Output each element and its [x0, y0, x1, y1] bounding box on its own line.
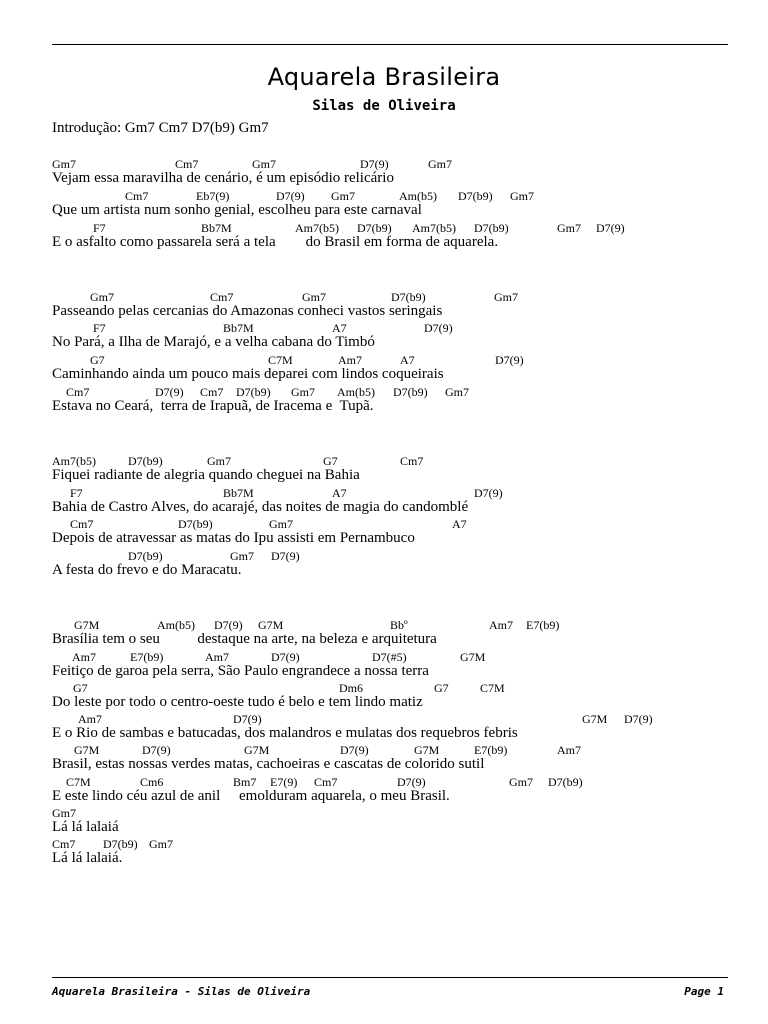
chord: D7(9) [397, 775, 426, 789]
footer-rule [52, 977, 728, 978]
chord: F7 [93, 321, 106, 335]
chord: D7(#5) [372, 650, 407, 664]
chord: Gm7 [445, 385, 469, 399]
chord: Gm7 [252, 157, 276, 171]
song-line [0, 157, 768, 189]
chord: A7 [332, 321, 347, 335]
chord: G7M [74, 743, 100, 757]
chord: Cm7 [52, 837, 76, 851]
chord: Bbº [390, 618, 408, 632]
chord: Cm7 [314, 775, 338, 789]
song-line [0, 353, 768, 385]
chord: Cm7 [66, 385, 90, 399]
chord: G7M [460, 650, 486, 664]
chord: Gm7 [428, 157, 452, 171]
lyric-line: No Pará, a Ilha de Marajó, e a velha cabana do Timbó [52, 334, 375, 350]
chord: Gm7 [509, 775, 533, 789]
chord: Am7 [205, 650, 229, 664]
chord: Bb7M [223, 486, 254, 500]
song-line [0, 618, 768, 650]
chord: D7(b9) [474, 221, 509, 235]
chord: Cm7 [210, 290, 234, 304]
lyric-line: Brasília tem o seu destaque na arte, na beleza e arquitetura [52, 631, 437, 647]
song-line [0, 712, 768, 744]
chord: G7M [258, 618, 284, 632]
chord: Am7 [72, 650, 96, 664]
lyric-line: E o Rio de sambas e batucadas, dos malandros e mulatas dos requebros febris [52, 725, 518, 741]
lyric-line: Do leste por todo o centro-oeste tudo é belo e tem lindo matiz [52, 694, 423, 710]
chord: G7M [74, 618, 100, 632]
chord: D7(9) [340, 743, 369, 757]
chord: A7 [452, 517, 467, 531]
chord: D7(b9) [103, 837, 138, 851]
chord: D7(9) [155, 385, 184, 399]
song-title: Aquarela Brasileira [267, 63, 501, 91]
header-rule [52, 44, 728, 45]
chord: Gm7 [331, 189, 355, 203]
song-line [0, 681, 768, 713]
chord: A7 [332, 486, 347, 500]
chord: D7(b9) [391, 290, 426, 304]
chord: Am7 [489, 618, 513, 632]
chord: D7(9) [474, 486, 503, 500]
chord: Am(b5) [399, 189, 437, 203]
chord: D7(9) [596, 221, 625, 235]
chord: Bb7M [201, 221, 232, 235]
song-line [0, 806, 768, 838]
song-author: Silas de Oliveira [312, 98, 456, 114]
chord: Cm7 [200, 385, 224, 399]
chord: G7M [582, 712, 608, 726]
song-line [0, 743, 768, 775]
chord: Gm7 [494, 290, 518, 304]
chord: F7 [93, 221, 106, 235]
song-line [0, 221, 768, 253]
chord: Am7(b5) [295, 221, 339, 235]
chord: Am7 [557, 743, 581, 757]
chord: Gm7 [269, 517, 293, 531]
lyric-line: Lá lá lalaiá [52, 819, 119, 835]
chord: D7(b9) [548, 775, 583, 789]
chord: D7(9) [233, 712, 262, 726]
chord: Gm7 [52, 806, 76, 820]
lyric-line: Lá lá lalaiá. [52, 850, 123, 866]
chord: D7(b9) [236, 385, 271, 399]
chord: D7(9) [271, 549, 300, 563]
chord: D7(b9) [393, 385, 428, 399]
lyric-line: Fiquei radiante de alegria quando cheguei na Bahia [52, 467, 360, 483]
song-line [0, 290, 768, 322]
chord: D7(9) [424, 321, 453, 335]
chord: Gm7 [207, 454, 231, 468]
chord: D7(b9) [178, 517, 213, 531]
chord: A7 [400, 353, 415, 367]
chord: F7 [70, 486, 83, 500]
chord: Am7 [78, 712, 102, 726]
chord: G7 [73, 681, 88, 695]
chord: E7(b9) [526, 618, 560, 632]
chord: Gm7 [90, 290, 114, 304]
chord: D7(b9) [128, 549, 163, 563]
song-line [0, 486, 768, 518]
chord: Bb7M [223, 321, 254, 335]
chord: Gm7 [52, 157, 76, 171]
chord: D7(b9) [458, 189, 493, 203]
chord: C7M [268, 353, 293, 367]
song-line [0, 775, 768, 807]
chord: Gm7 [557, 221, 581, 235]
lyric-line: Vejam essa maravilha de cenário, é um episódio relicário [52, 170, 394, 186]
chord: G7 [434, 681, 449, 695]
chord: D7(9) [142, 743, 171, 757]
chord: D7(9) [214, 618, 243, 632]
lyric-line: Caminhando ainda um pouco mais deparei com lindos coqueirais [52, 366, 444, 382]
lyric-line: Que um artista num sonho genial, escolheu para este carnaval [52, 202, 422, 218]
chord: Am(b5) [157, 618, 195, 632]
chord: D7(b9) [128, 454, 163, 468]
chord: D7(b9) [357, 221, 392, 235]
chord: D7(9) [360, 157, 389, 171]
chord: G7 [323, 454, 338, 468]
chord: Cm7 [70, 517, 94, 531]
chord: Am(b5) [337, 385, 375, 399]
chord: Am7(b5) [412, 221, 456, 235]
chord: Eb7(9) [196, 189, 230, 203]
lyric-line: Brasil, estas nossas verdes matas, cachoeiras e cascatas de colorido sutil [52, 756, 485, 772]
song-line [0, 321, 768, 353]
song-line [0, 837, 768, 869]
chord: Gm7 [149, 837, 173, 851]
chord: G7 [90, 353, 105, 367]
chord: Cm7 [175, 157, 199, 171]
chord: E7(b9) [474, 743, 508, 757]
song-line [0, 549, 768, 581]
intro-line: Introdução: Gm7 Cm7 D7(b9) Gm7 [52, 120, 269, 136]
song-line [0, 385, 768, 417]
chord: G7M [244, 743, 270, 757]
song-line [0, 517, 768, 549]
chord: Am7(b5) [52, 454, 96, 468]
chord: D7(9) [495, 353, 524, 367]
chord: Gm7 [291, 385, 315, 399]
chord: C7M [480, 681, 505, 695]
song-line [0, 189, 768, 221]
chord: C7M [66, 775, 91, 789]
lyric-line: Estava no Ceará, terra de Irapuã, de Iracema e Tupã. [52, 398, 374, 414]
song-line [0, 650, 768, 682]
chord: Gm7 [302, 290, 326, 304]
chord: Cm6 [140, 775, 164, 789]
lyric-line: E este lindo céu azul de anil emolduram aquarela, o meu Brasil. [52, 788, 450, 804]
chord: E7(9) [270, 775, 298, 789]
lyric-line: Depois de atravessar as matas do Ipu assisti em Pernambuco [52, 530, 415, 546]
lyric-line: A festa do frevo e do Maracatu. [52, 562, 242, 578]
chord: Gm7 [230, 549, 254, 563]
lyric-line: Feitiço de garoa pela serra, São Paulo engrandece a nossa terra [52, 663, 429, 679]
chord: Cm7 [125, 189, 149, 203]
chord: Gm7 [510, 189, 534, 203]
chord: Cm7 [400, 454, 424, 468]
song-line [0, 454, 768, 486]
chord: G7M [414, 743, 440, 757]
chord: D7(9) [276, 189, 305, 203]
chord: Am7 [338, 353, 362, 367]
page-number: Page 1 [684, 985, 724, 998]
chord: Bm7 [233, 775, 257, 789]
footer-title: Aquarela Brasileira - Silas de Oliveira [52, 985, 311, 998]
chord: Dm6 [339, 681, 363, 695]
lyric-line: Bahia de Castro Alves, do acarajé, das noites de magia do candomblé [52, 499, 469, 515]
lyric-line: Passeando pelas cercanias do Amazonas conheci vastos seringais [52, 303, 443, 319]
chord: E7(b9) [130, 650, 164, 664]
chord: D7(9) [624, 712, 653, 726]
chord: D7(9) [271, 650, 300, 664]
lyric-line: E o asfalto como passarela será a tela do Brasil em forma de aquarela. [52, 234, 499, 250]
